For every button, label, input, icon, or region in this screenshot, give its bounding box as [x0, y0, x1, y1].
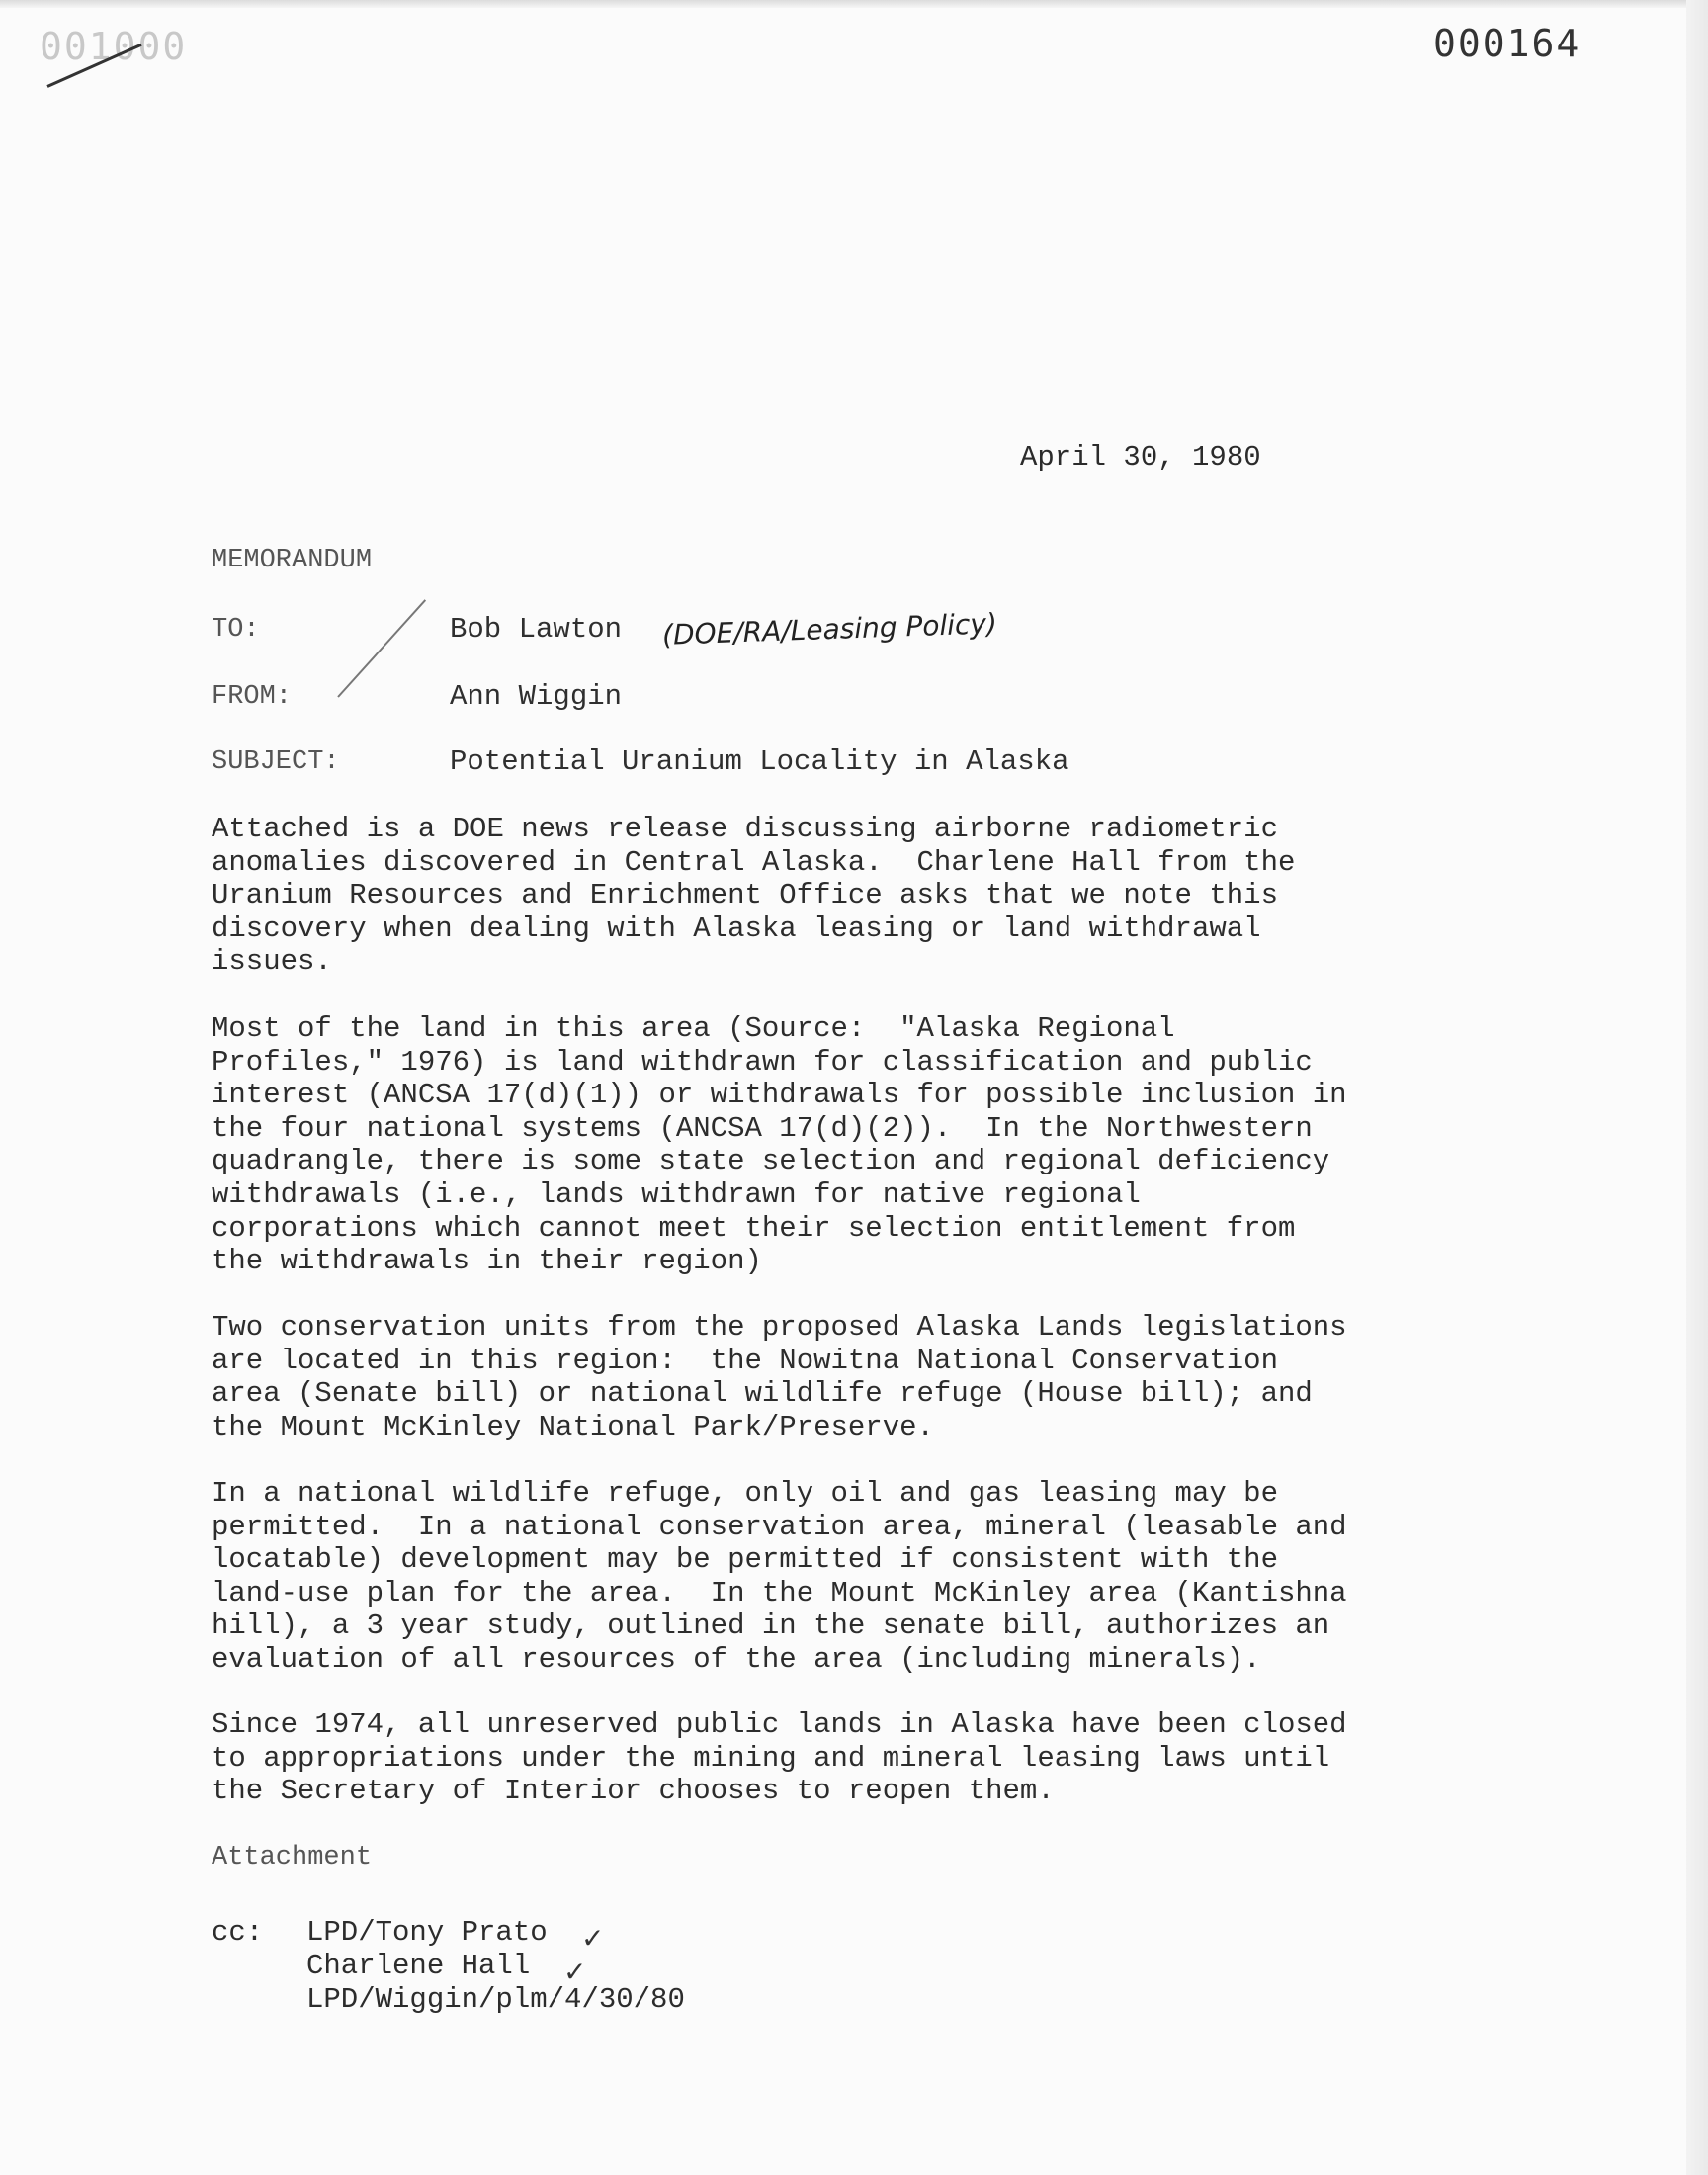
subject-label: SUBJECT:: [212, 747, 340, 777]
ghost-stamp-number: 001000: [40, 25, 188, 68]
memo-date: April 30, 1980: [1020, 441, 1261, 474]
attachment-label: Attachment: [212, 1843, 373, 1872]
to-value: Bob Lawton: [450, 613, 623, 646]
cc-line: Charlene Hall: [306, 1950, 531, 1982]
document-number: 000164: [1433, 22, 1581, 65]
to-label: TO:: [212, 615, 260, 645]
subject-value: Potential Uranium Locality in Alaska: [450, 745, 1069, 778]
from-value: Ann Wiggin: [450, 680, 623, 713]
cc-line: LPD/Wiggin/plm/4/30/80: [306, 1983, 685, 2016]
from-label: FROM:: [212, 682, 293, 712]
paragraph-attached: Attached is a DOE news release discussing airborne radiometric anomalies discovered in Central Alaska. Charlene Hall from the Uranium Resources and Enrichment Office asks that we note this discovery when dealing with Alaska leasing or land withdrawal issues.: [212, 813, 1296, 979]
memo-heading: MEMORANDUM: [212, 546, 373, 575]
check-mark-icon: ✓: [581, 1922, 605, 1955]
paragraph-since-1974: Since 1974, all unreserved public lands in Alaska have been closed to appropriations under the mining and mineral leasing laws until the Secretary of Interior chooses to reopen them.: [212, 1708, 1347, 1808]
paragraph-refuge: In a national wildlife refuge, only oil and gas leasing may be permitted. In a national conservation area, mineral (leasable and locatable) development may be permitted if consistent with the land-use plan for the area. In the Mount McKinley area (Kantishna hill), a 3 year study, outlined in the senate bill, authorizes an evaluation of all resources of the area (including minerals).: [212, 1477, 1347, 1676]
to-handwritten-note: (DOE/RA/Leasing Policy): [661, 607, 998, 652]
paragraph-land: Most of the land in this area (Source: "Alaska Regional Profiles," 1976) is land withdrawn for classification and public interest (ANCSA 17(d)(1)) or withdrawals for possible inclusion in the four national systems (ANCSA 17(d)(2)). In the Northwestern quadrangle, there is some state selection and regional deficiency withdrawals (i.e., lands withdrawn for native regional corporations which cannot meet their selection entitlement from the withdrawals in their region): [212, 1012, 1347, 1278]
check-mark-icon: ✓: [563, 1956, 587, 1988]
cc-label: cc:: [212, 1916, 264, 1949]
cc-line: LPD/Tony Prato: [306, 1916, 548, 1949]
paragraph-conservation-units: Two conservation units from the proposed Alaska Lands legislations are located in this region: the Nowitna National Conservation area (Senate bill) or national wildlife refuge (House bill); and the Mount McKinley National Park/Preserve.: [212, 1311, 1347, 1443]
pen-slash-mark: [337, 599, 426, 697]
scan-edge-right: [1686, 0, 1708, 2175]
scan-edge-top: [0, 0, 1708, 8]
